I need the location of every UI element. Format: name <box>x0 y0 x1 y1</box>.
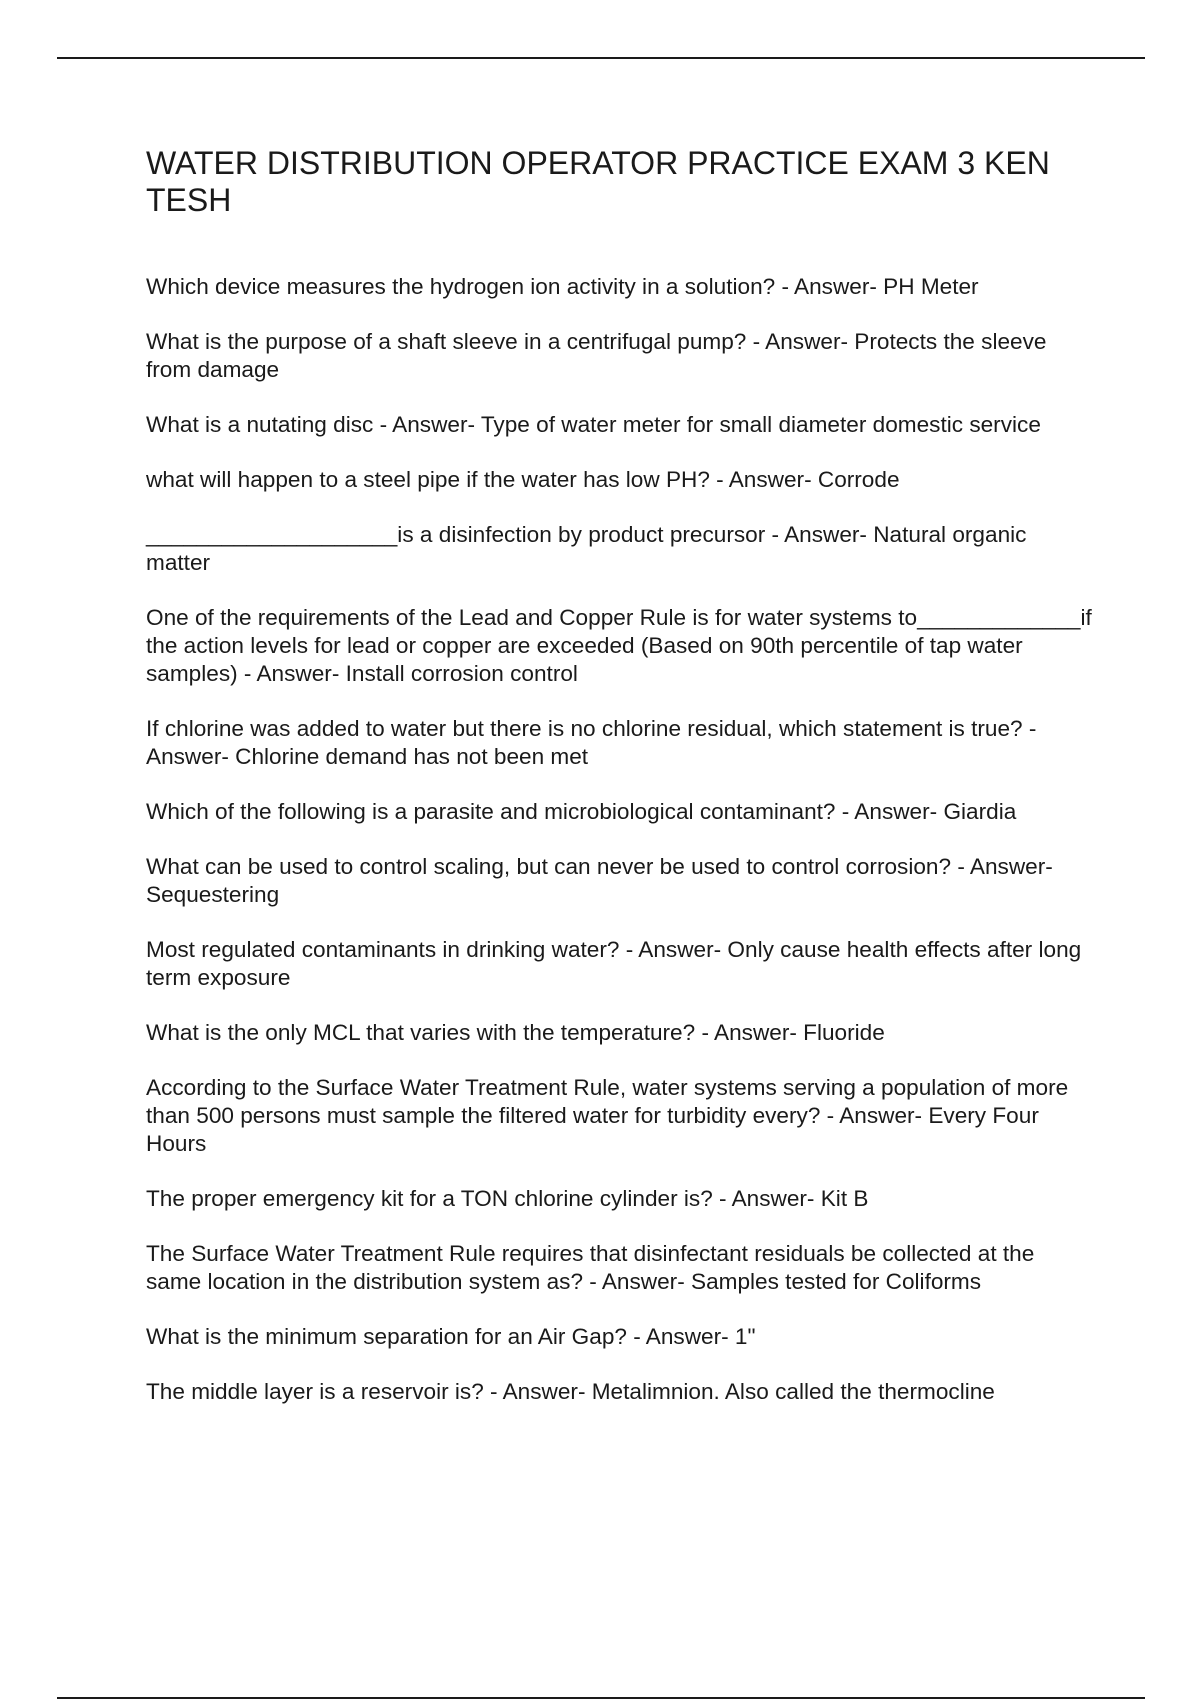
qa-item-1: Which device measures the hydrogen ion activity in a solution? - Answer- PH Meter <box>146 274 979 299</box>
question-answer-list <box>146 273 1099 1433</box>
qa-item-11: What is the only MCL that varies with the temperature? - Answer- Fluoride <box>146 1020 885 1045</box>
qa-item-5: ____________________is a disinfection by product precursor - Answer- Natural organic matter <box>146 522 1033 575</box>
page-top-rule <box>57 57 1145 59</box>
qa-item-14: The Surface Water Treatment Rule requires that disinfectant residuals be collected at the same location in the distribution system as? - Answer- Samples tested for Coliforms <box>146 1241 1041 1294</box>
qa-item-3: What is a nutating disc - Answer- Type of water meter for small diameter domestic service <box>146 412 1041 437</box>
document-body <box>146 145 1099 1404</box>
qa-item-2: What is the purpose of a shaft sleeve in a centrifugal pump? - Answer- Protects the sleeve from damage <box>146 329 1053 382</box>
qa-item-16: The middle layer is a reservoir is? - Answer- Metalimnion. Also called the thermocline <box>146 1379 995 1404</box>
qa-item-9: What can be used to control scaling, but can never be used to control corrosion? - Answer- Sequestering <box>146 854 1060 907</box>
qa-item-8: Which of the following is a parasite and microbiological contaminant? - Answer- Giardia <box>146 799 1017 824</box>
qa-item-15: What is the minimum separation for an Air Gap? - Answer- 1" <box>146 1324 756 1349</box>
qa-item-12: According to the Surface Water Treatment Rule, water systems serving a population of more than 500 persons must sample the filtered water for turbidity every? - Answer- Every Four Hours <box>146 1075 1075 1156</box>
qa-item-13: The proper emergency kit for a TON chlorine cylinder is? - Answer- Kit B <box>146 1186 869 1211</box>
document-title: WATER DISTRIBUTION OPERATOR PRACTICE EXAM 3 KEN TESH <box>146 145 1050 218</box>
qa-item-4: what will happen to a steel pipe if the water has low PH? - Answer- Corrode <box>146 467 900 492</box>
qa-item-10: Most regulated contaminants in drinking water? - Answer- Only cause health effects after long term exposure <box>146 937 1088 990</box>
qa-item-6: One of the requirements of the Lead and Copper Rule is for water systems to_____________if the action levels for lead or copper are exceeded (Based on 90th percentile of tap water samples) - Answer- Install corrosion control <box>146 605 1099 686</box>
page-bottom-rule <box>57 1697 1145 1699</box>
qa-item-7: If chlorine was added to water but there is no chlorine residual, which statement is true? - Answer- Chlorine demand has not been met <box>146 716 1042 769</box>
